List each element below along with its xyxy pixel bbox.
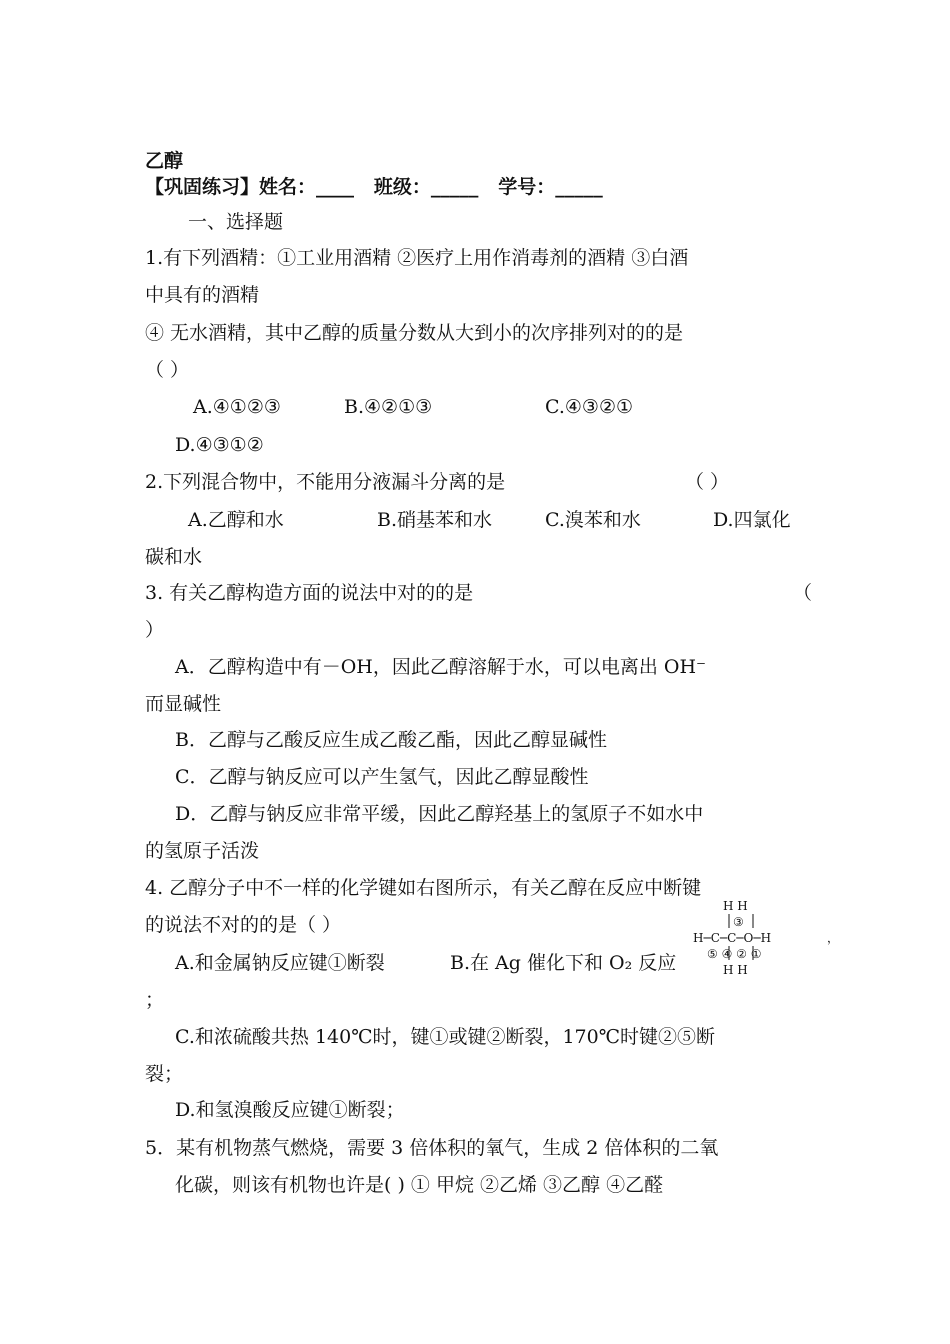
ethanol-structure-diagram (693, 898, 843, 978)
id-blank: _____ (555, 176, 603, 198)
doc-title: 乙醇 (145, 150, 184, 172)
class-label: 班级： (373, 176, 431, 198)
q1-line2: 中具有的酒精 (145, 284, 260, 306)
q2-paren: （ ） (685, 471, 730, 493)
q5-line2: 化碳，则该有机物也许是( ) ① 甲烷 ②乙烯 ③乙醇 ④乙醛 (175, 1174, 664, 1196)
q2-option-a: A.乙醇和水 (188, 509, 284, 531)
name-blank: ____ (316, 176, 355, 198)
q4-line1: 4. 乙醇分子中不一样的化学键如右图所示，有关乙醇在反应中断键 (145, 877, 702, 899)
q4-option-c-line2: 裂； (145, 1063, 184, 1085)
q1-option-c: C.④③②① (545, 396, 634, 418)
q1-option-d: D.④③①② (175, 434, 264, 456)
q2-option-b: B.硝基苯和水 (377, 509, 493, 531)
q4-semicolon: ； (145, 989, 165, 1011)
header-line (145, 174, 603, 200)
q3-option-b: B．乙醇与乙酸反应生成乙酸乙酯，因此乙醇显碱性 (175, 729, 607, 751)
formula-top-h: H H (723, 899, 748, 913)
class-blank: _____ (430, 176, 479, 198)
q1-option-a: A.④①②③ (193, 396, 281, 418)
formula-main: H─C─C─O─H (693, 931, 772, 945)
formula-bond-numbers: ⑤ ④ ② ① (707, 947, 762, 961)
formula-comma: ， (827, 931, 840, 945)
q2-option-c: C.溴苯和水 (545, 509, 641, 531)
id-label: 学号： (498, 176, 556, 198)
q3-option-c: C．乙醇与钠反应可以产生氢气，因此乙醇显酸性 (175, 766, 589, 788)
name-label: 姓名： (259, 176, 317, 198)
section-heading: 一、选择题 (188, 211, 284, 233)
formula-bottom-h: H H (723, 963, 748, 977)
q4-option-c-line1: C.和浓硫酸共热 140℃时，键①或键②断裂，170℃时键②⑤断 (175, 1026, 715, 1048)
q4-line2: 的说法不对的的是（ ） (145, 914, 342, 936)
q4-option-a: A.和金属钠反应键①断裂 (175, 952, 385, 974)
q5-line1: 5．某有机物蒸气燃烧，需要 3 倍体积的氧气，生成 2 倍体积的二氧 (145, 1137, 719, 1159)
header-bracket: 【巩固练习】 (145, 176, 260, 198)
q1-line1: 1.有下列酒精：①工业用酒精 ②医疗上用作消毒剂的酒精 ③白酒 (145, 247, 689, 269)
q3-option-d-line2: 的氢原子活泼 (145, 840, 260, 862)
q4-option-b: B.在 Ag 催化下和 O₂ 反应 (450, 952, 677, 974)
q1-option-b: B.④②①③ (344, 396, 433, 418)
q1-line4: （ ） (145, 359, 190, 381)
q3-line1: 3. 有关乙醇构造方面的说法中对的的是 (145, 582, 474, 604)
q3-option-d-line1: D．乙醇与钠反应非常平缓，因此乙醇羟基上的氢原子不如水中 (175, 803, 704, 825)
ethanol-structure-svg (693, 898, 843, 978)
q4-option-d: D.和氢溴酸反应键①断裂； (175, 1099, 405, 1121)
q2-line1: 2.下列混合物中，不能用分液漏斗分离的是 (145, 471, 506, 493)
q2-option-d: D.四氯化 (713, 509, 791, 531)
q3-option-a-line1: A．乙醇构造中有－OH，因此乙醇溶解于水，可以电离出 OH⁻ (175, 656, 707, 678)
q2-line3: 碳和水 (145, 546, 203, 568)
q3-option-a-line2: 而显碱性 (145, 693, 222, 715)
formula-bond3: ③ (733, 915, 744, 929)
q3-paren-close: ） (145, 619, 165, 641)
q1-line3: ④ 无水酒精，其中乙醇的质量分数从大到小的次序排列对的的是 (145, 322, 684, 344)
q3-paren-open: （ (793, 582, 813, 604)
